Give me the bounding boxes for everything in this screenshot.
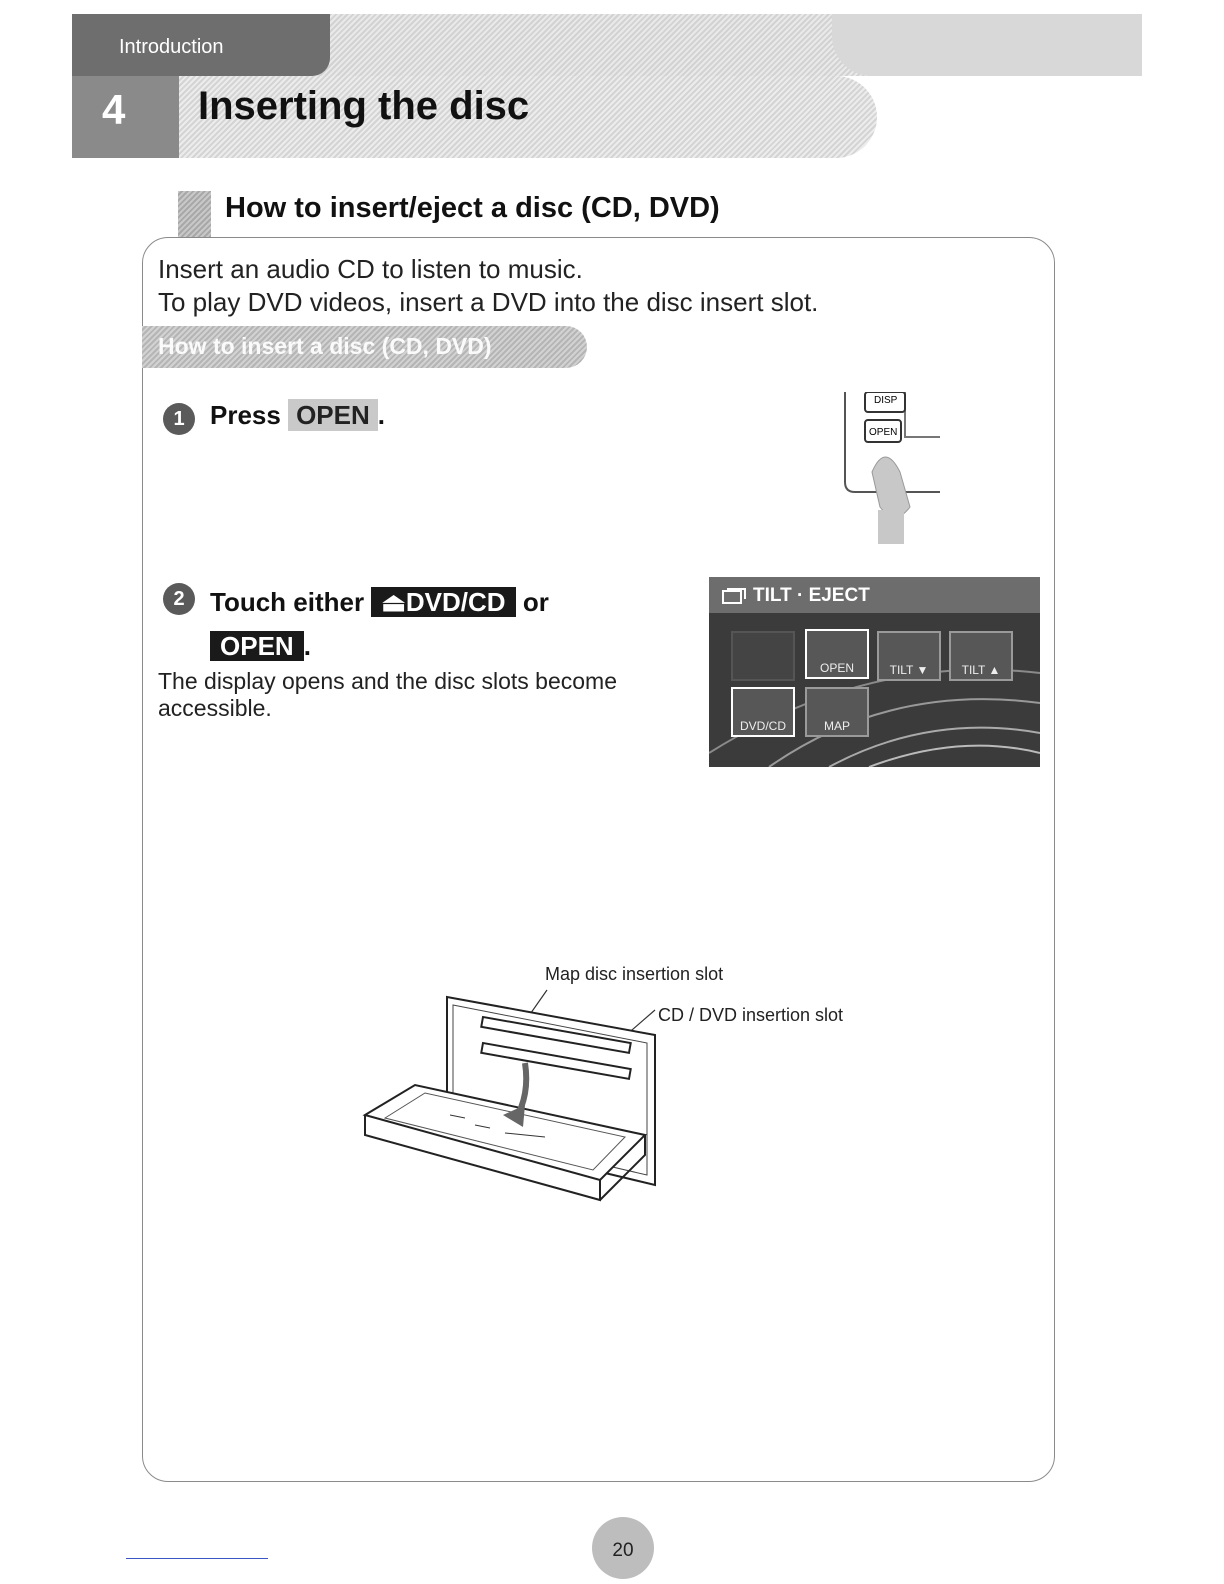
screen-title: TILT · EJECT xyxy=(753,585,870,606)
tilt-eject-screen xyxy=(709,577,1040,767)
screen-tilt-up-label: TILT ▲ xyxy=(961,663,1001,677)
screen-tilt-up-button[interactable] xyxy=(949,631,1013,681)
step-2-period: . xyxy=(303,631,311,661)
map-slot-label: Map disc insertion slot xyxy=(545,964,724,984)
open-key-label: OPEN xyxy=(288,399,378,431)
navigation-unit-illustration xyxy=(355,985,665,1225)
dvd-cd-key xyxy=(371,587,515,617)
section-tab-label: Introduction xyxy=(119,36,224,58)
section-tab xyxy=(72,14,330,76)
intro-line-1: Insert an audio CD to listen to music. xyxy=(158,254,583,284)
screen-tilt-down-label: TILT ▼ xyxy=(889,663,929,677)
intro-line-2: To play DVD videos, insert a DVD into the disc insert slot. xyxy=(158,287,819,317)
subheading-bar xyxy=(142,326,587,368)
finger-icon xyxy=(872,457,910,517)
cd-dvd-slot-label: CD / DVD insertion slot xyxy=(658,1005,844,1025)
section-title: How to insert/eject a disc (CD, DVD) xyxy=(225,192,720,224)
step-2-description: The display opens and the disc slots become accessible. xyxy=(158,668,617,721)
screen-blank-button[interactable] xyxy=(731,631,795,681)
page-title: Inserting the disc xyxy=(198,84,530,128)
intro-text xyxy=(158,253,818,319)
step-2-or: or xyxy=(522,587,549,617)
page-number-badge xyxy=(592,1517,654,1579)
screen-open-label: OPEN xyxy=(819,661,854,675)
header-decoration xyxy=(832,14,1142,76)
screen-map-button[interactable] xyxy=(805,687,869,737)
step-2-number: 2 xyxy=(163,583,195,615)
open-key-dark-label: OPEN xyxy=(210,631,304,661)
screen-tilt-down-button[interactable] xyxy=(877,631,941,681)
screen-dvd-cd-button[interactable] xyxy=(731,687,795,737)
dvd-cd-key-label: DVD/CD xyxy=(405,587,506,617)
step-2-text xyxy=(210,580,690,668)
finger-base xyxy=(878,510,904,544)
screen-dvd-cd-label: DVD/CD xyxy=(739,719,786,733)
device-open-button-illustration xyxy=(840,392,950,547)
open-label: OPEN xyxy=(869,427,898,438)
page-number: 20 xyxy=(612,1540,634,1561)
chapter-number-box xyxy=(72,76,179,158)
section-marker xyxy=(178,191,211,237)
footer-rule xyxy=(126,1558,268,1559)
subheading: How to insert a disc (CD, DVD) xyxy=(158,333,492,359)
step-2-verb: Touch either xyxy=(210,587,365,617)
screen-map-label: MAP xyxy=(823,719,850,733)
tilt-eject-icon xyxy=(721,585,747,607)
step-1-text xyxy=(210,400,385,431)
screen-header xyxy=(709,577,1040,613)
screen-open-button[interactable] xyxy=(805,629,869,679)
eject-icon: ⏏ xyxy=(381,587,406,617)
disp-label: DISP xyxy=(874,395,898,406)
step-1-verb: Press xyxy=(210,400,281,430)
step-1-number: 1 xyxy=(163,403,195,435)
chapter-number: 4 xyxy=(102,86,126,133)
step-1-period: . xyxy=(377,400,385,430)
